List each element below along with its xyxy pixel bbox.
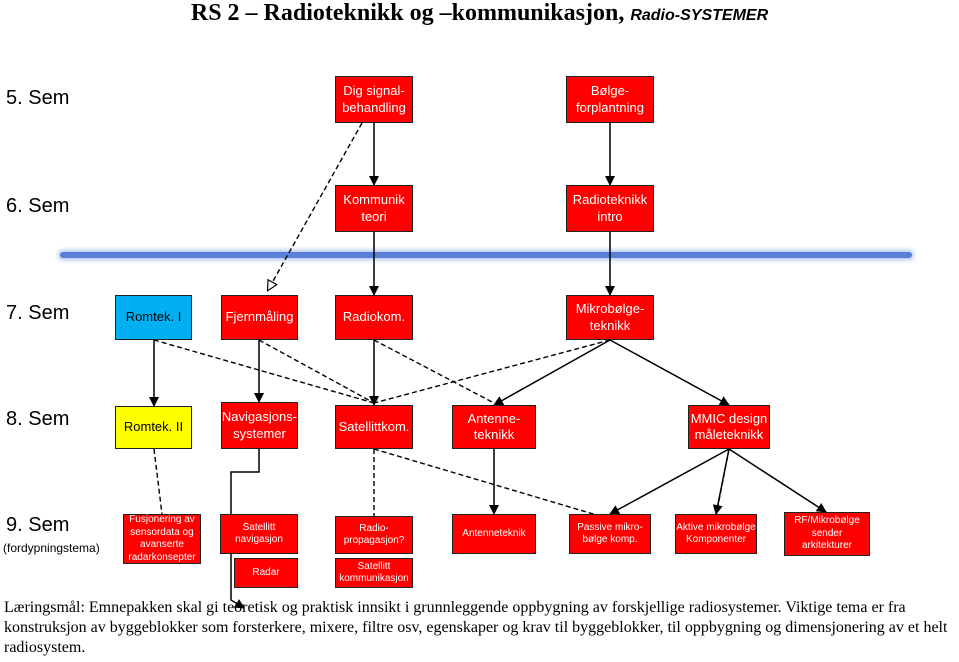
arrow-mmic-rf [729,449,826,512]
title-main: RS 2 – Radioteknikk og –kommunikasjon, [190,0,631,26]
course-mmic-design: MMIC design måleteknikk [688,405,770,449]
topic-antenneteknik: Antenneteknik [452,514,536,554]
learning-goal: Læringsmål: Emnepakken skal gi teoretisk og praktisk innsikt i grunnleggende oppbygning av forskjellige radiosystemer. Viktige tema er fra konstruksjon av byggeblokker som forsterkere, mixere, filtre osv, egenskaper og krav til byggeblokker, til oppbygning og dimensjonering av et helt radiosystem. [4,599,948,656]
semester-8-label: 8. Sem [6,408,70,430]
course-radioteknikk-intro: Radioteknikk intro [566,185,654,232]
course-kommunikasjonsteori: Kommunik teori [335,185,413,232]
topic-radio-propagasjon: Radio- propagasjon? [335,516,413,554]
topic-fusjonering: Fusjonering av sensordata og avanserte radarkonsepter [123,514,201,564]
dashed-radiokom-antenne [374,340,494,403]
topic-satellitt-navigasjon: Satellitt navigasjon [220,514,298,554]
dashed-satkom-passive [374,449,600,516]
course-navigasjonssystemer: Navigasjons- systemer [221,402,298,449]
topic-aktive-mikrobolge: Aktive mikrobølge Komponenter [675,514,757,554]
topic-radar: Radar [234,558,298,588]
dashed-mikro-satkom [374,340,610,403]
semester-9-label: 9. Sem [6,514,70,536]
course-romtek-1: Romtek. I [115,295,192,340]
dashed-fjern-radiokom [259,340,374,403]
course-mikrobolgeteknikk: Mikrobølge- teknikk [566,295,654,340]
course-satellittkom: Satellittkom. [335,405,413,449]
course-romtek-2: Romtek. II [115,406,192,449]
dashed-romtek2-fusjonering [154,449,162,514]
arrow-mmic-passive [610,449,729,514]
arrow-mikro-mmic [610,340,729,405]
course-fjernmaling: Fjernmåling [221,295,298,340]
title-sub: Radio-SYSTEMER [630,7,769,24]
topic-passive-mikrobolge: Passive mikro- bølge komp. [569,514,651,554]
dashed-mmic-aktive [716,449,729,516]
semester-5-label: 5. Sem [6,87,70,109]
topic-rf-mikrobolge-sender: RF/Mikrobølge sender arkitekturer [784,512,870,556]
topic-satellitt-kommunikasjon: Satellitt kommunikasjon [335,558,413,588]
semester-6-label: 6. Sem [6,195,70,217]
course-bolgeforplantning: Bølge- forplantning [566,76,654,123]
course-radiokom: Radiokom. [335,295,413,340]
course-antenneteknikk: Antenne- teknikk [452,405,536,449]
arrow-mikro-antenne [494,340,610,405]
semester-9-sublabel: (fordypningstema) [3,541,100,555]
course-dig-signal: Dig signal- behandling [335,76,413,123]
dashed-romtek1-radiokom [154,340,374,403]
semester-7-label: 7. Sem [6,302,70,324]
